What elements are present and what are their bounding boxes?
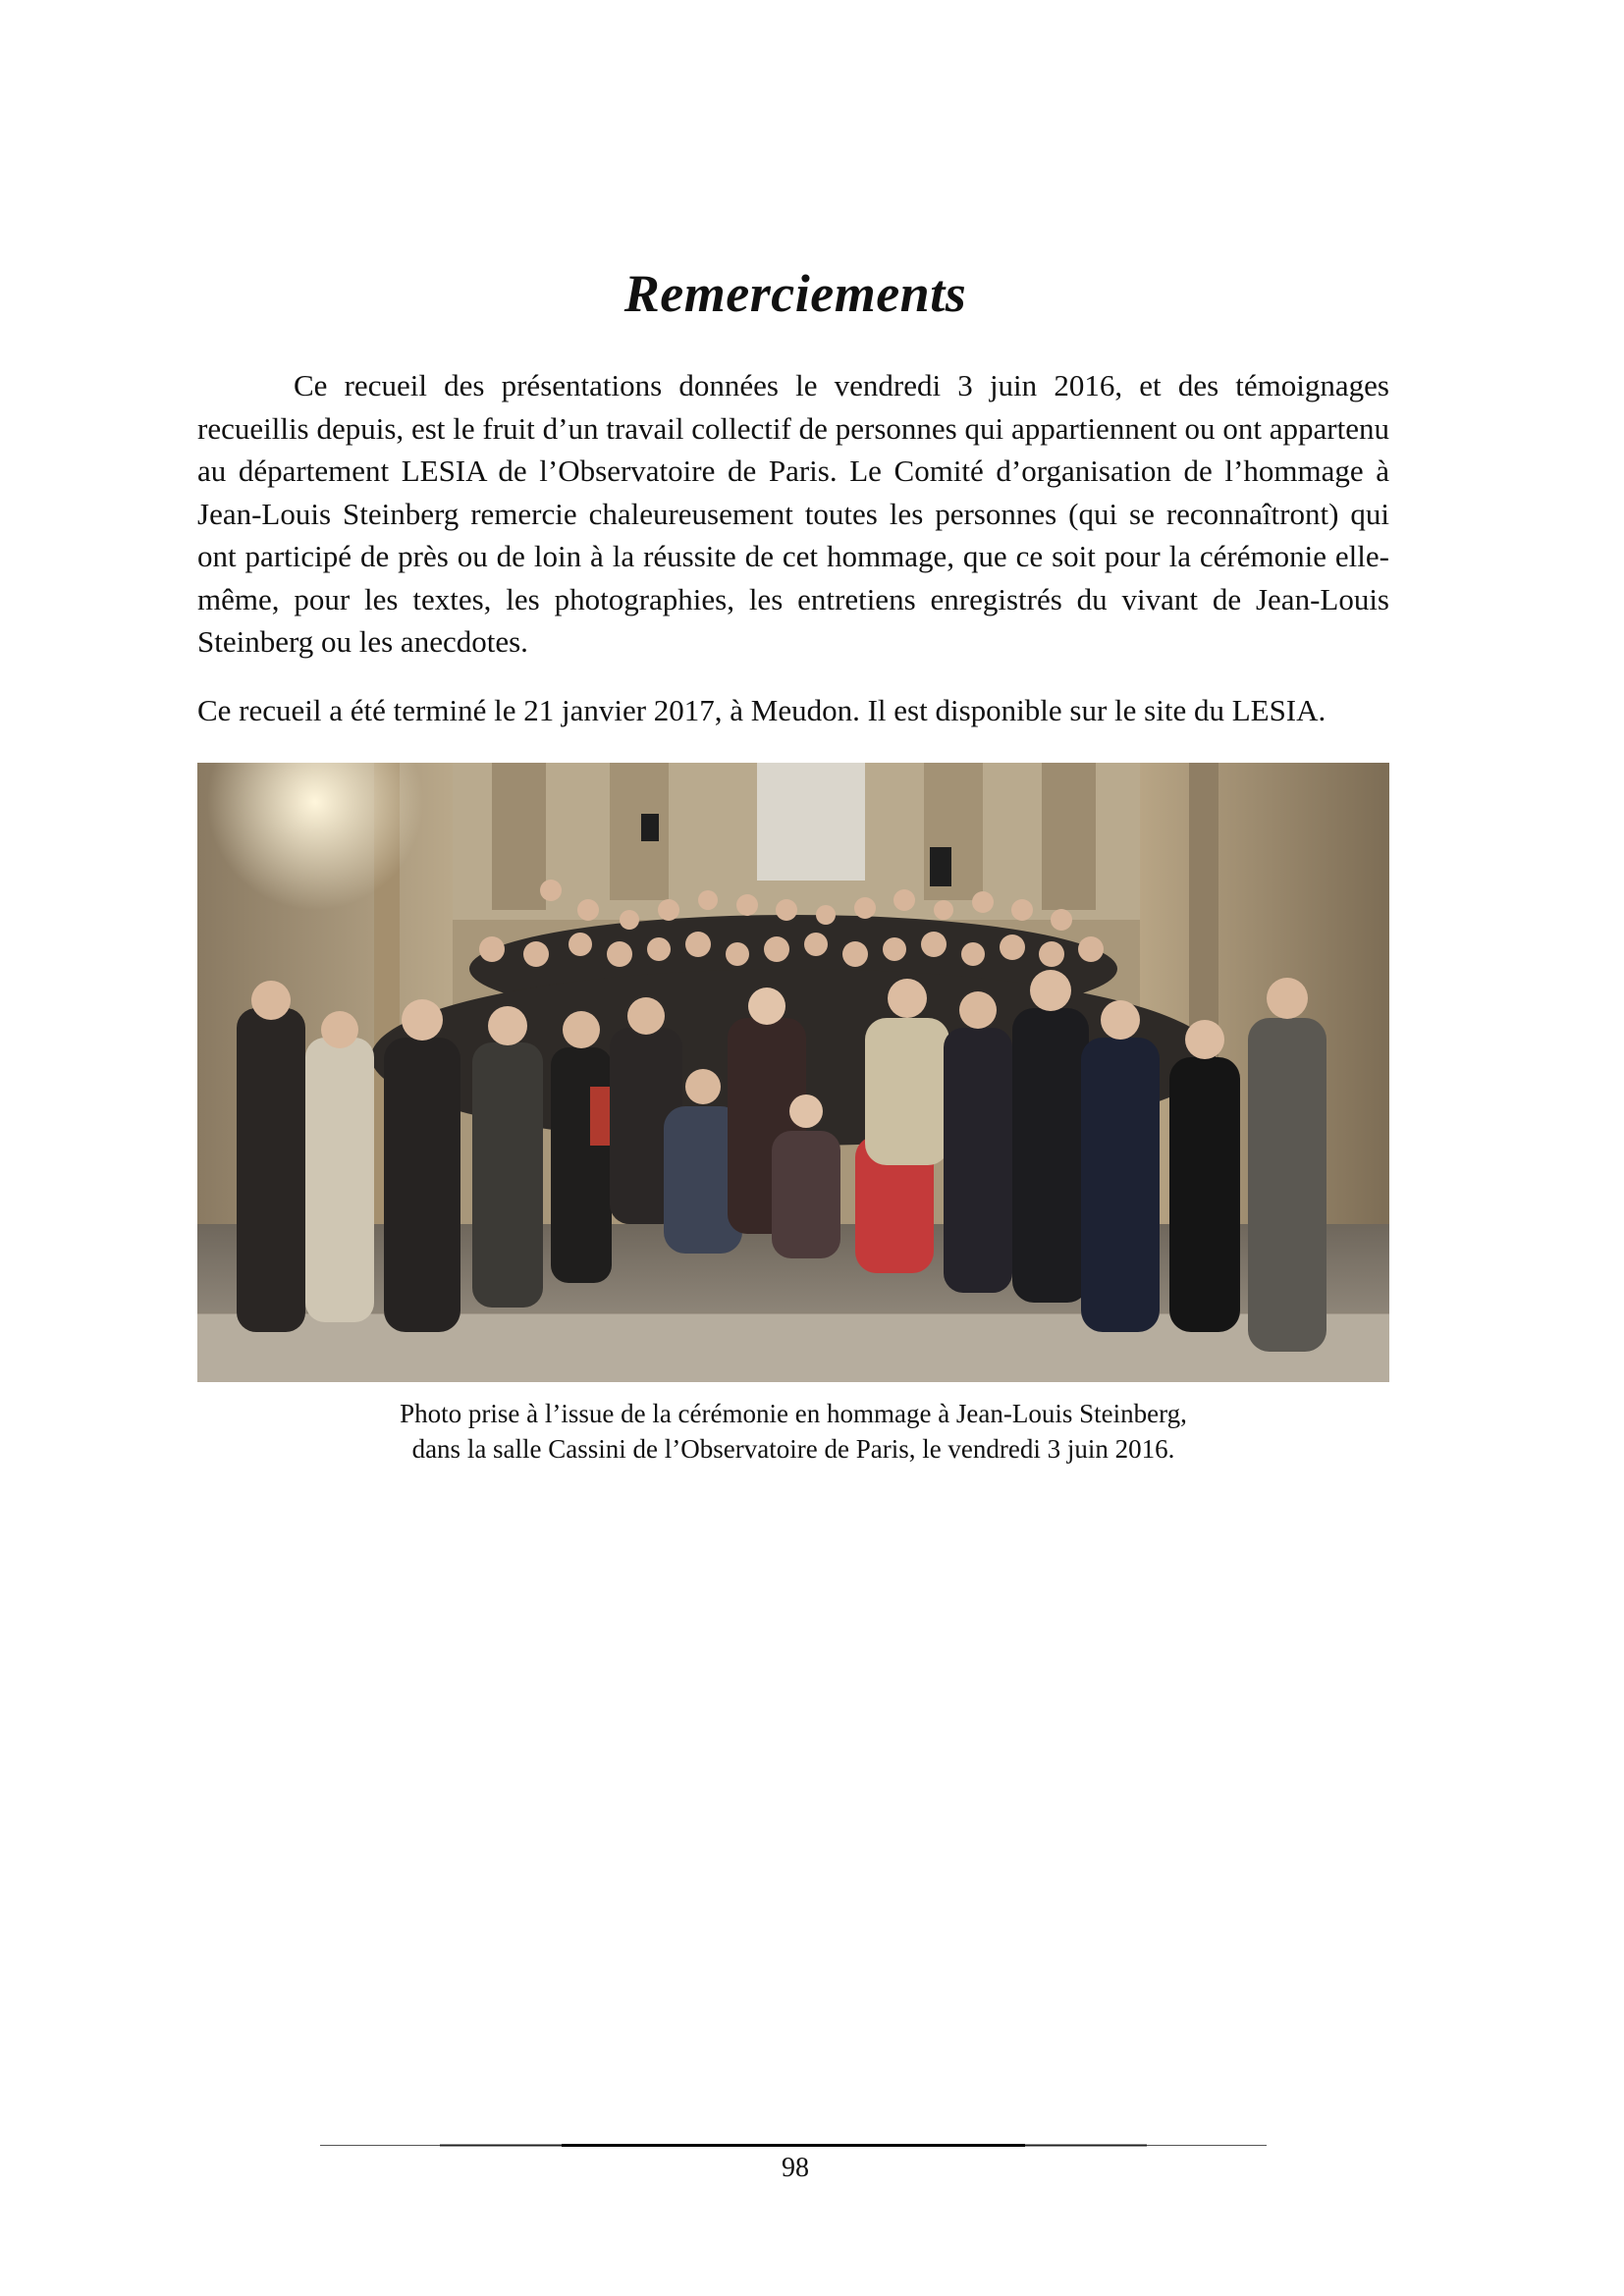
footer-divider [320,2143,1267,2149]
page-title: Remerciements [623,264,967,323]
photo-caption [197,1396,1389,1467]
photo-caption-line: Photo prise à l’issue de la cérémonie en hommage à Jean-Louis Steinberg, [400,1399,1187,1428]
page-number: 98 [782,2153,809,2183]
body-paragraph-acknowledgements: Ce recueil des présentations données le vendredi 3 juin 2016, et des témoignages recueillis depuis, est le fruit d’un travail collectif de personnes qui appartiennent ou ont appartenu au département LESIA de l’Observatoire de Paris. Le Comité d’organisation de l’hommage à Jean-Louis Steinberg remercie chaleureusement toutes les personnes (qui se reconnaîtront) qui ont participé de près ou de loin à la réussite de cet hommage, que ce soit pour la cérémonie elle-même, pour les textes, les photographies, les entretiens enregistrés du vivant de Jean-Louis Steinberg ou les anecdotes. [197,368,1389,659]
group-photo [197,763,1389,1382]
photo-caption-line: dans la salle Cassini de l’Observatoire de Paris, le vendredi 3 juin 2016. [411,1434,1175,1464]
body-paragraph-completion-note: Ce recueil a été terminé le 21 janvier 2017, à Meudon. Il est disponible sur le site du LESIA. [197,693,1326,727]
group-photo-illustration [197,763,1389,1382]
